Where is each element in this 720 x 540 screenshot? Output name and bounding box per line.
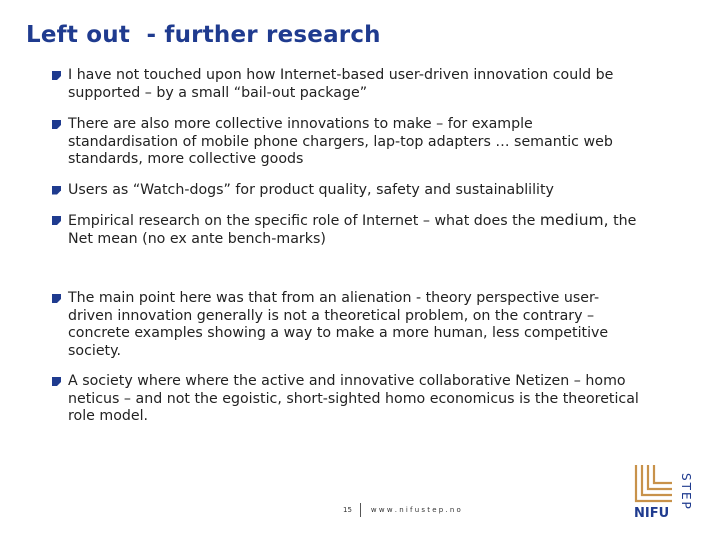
bullet-item (52, 116, 642, 169)
bullet-item (52, 182, 642, 200)
bullet-text: I have not touched upon how Internet-based user-driven innovation could be supported – by a small “bail-out package” (68, 67, 614, 101)
bullet-item (52, 290, 642, 360)
footer-url: w w w . n i f u s t e p . n o (370, 506, 461, 514)
square-bullet-icon (52, 216, 61, 225)
bullet-item (52, 373, 642, 426)
logo-main-text: NIFU (634, 506, 670, 521)
square-bullet-icon (52, 294, 61, 303)
square-bullet-icon (52, 377, 61, 386)
bullet-text: The main point here was that from an alienation - theory perspective user-driven innovation generally is not a theoretical problem, on the contrary – concrete examples showing a way to make a more human, less competitive society. (68, 290, 609, 359)
bullet-text: A society where where the active and innovative collaborative Netizen – homo neticus – and not the egoistic, short-sighted homo economicus is the theoretical role model. (68, 373, 639, 424)
bullet-text-after: the Net mean (no ex ante bench-marks) (68, 213, 637, 247)
nifu-step-logo-icon (632, 463, 714, 521)
square-bullet-icon (52, 71, 61, 80)
nifu-step-logo (632, 463, 714, 521)
slide-title: Left out - further research (26, 22, 381, 48)
bullet-text: Users as “Watch-dogs” for product quality, safety and sustainablility (68, 181, 554, 198)
logo-vertical-text: STEP (679, 473, 693, 511)
bullet-emphasis: medium, (539, 211, 609, 229)
square-bullet-icon (52, 186, 61, 195)
square-bullet-icon (52, 120, 61, 129)
bullet-list (52, 67, 642, 426)
slide-footer (343, 503, 461, 517)
bullet-item (52, 67, 642, 102)
bullet-text: There are also more collective innovations to make – for example standardisation of mobile phone chargers, lap-top adapters … semantic web standards, more collective goods (68, 116, 613, 167)
bullet-item (52, 212, 642, 248)
footer-divider (360, 503, 361, 517)
bullet-text-before: Empirical research on the specific role of Internet – what does the (68, 213, 540, 229)
page-number: 15 (343, 506, 352, 514)
